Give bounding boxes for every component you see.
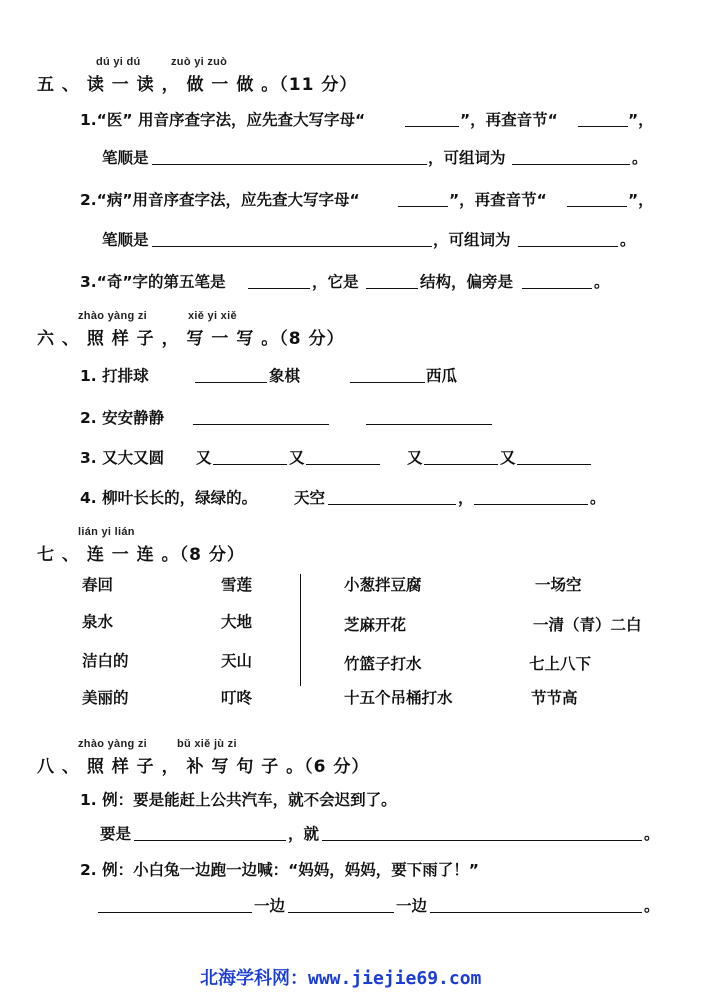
s8-q2-blank-2[interactable] (288, 912, 394, 913)
s6-q3-you-3: 又 (407, 449, 423, 467)
s5-q2-text-c: ”， (628, 191, 654, 209)
s6-q3-you-2: 又 (289, 449, 305, 467)
s6-q1-text-c: 西瓜 (426, 367, 458, 385)
s6-q1-blank-1[interactable] (195, 382, 267, 383)
s7-left-a-3[interactable]: 洁白的 (82, 652, 129, 670)
s8-q2-text-c: 。 (644, 897, 660, 915)
footer-url[interactable]: www.jiejie69.com (308, 968, 482, 989)
s7-right-a-2[interactable]: 芝麻开花 (344, 616, 407, 634)
s7-right-a-1[interactable]: 小葱拌豆腐 (344, 576, 422, 594)
s5-q1-blank-stroke[interactable] (152, 164, 427, 165)
pinyin-zuo-yi-zuo: zuò yi zuò (171, 56, 228, 68)
s8-q1-text-a: 要是 (100, 825, 132, 843)
s8-q2-text-b: 一边 (396, 897, 428, 915)
s5-q1-blank-word[interactable] (512, 164, 630, 165)
pinyin-lian-yi-lian: lián yi lián (78, 526, 135, 538)
s7-left-b-3[interactable]: 天山 (221, 652, 253, 670)
s5-q1-text-e: ，可组词为 (428, 149, 506, 167)
s8-q1-text-b: ，就 (288, 825, 320, 843)
s5-q2-text-b: ”，再查音节“ (449, 191, 547, 209)
s7-right-b-2[interactable]: 一清（青）二白 (533, 616, 642, 634)
s5-q2-blank-stroke[interactable] (152, 246, 432, 247)
s6-q3-blank-4[interactable] (517, 464, 591, 465)
s5-q1-text-d: 笔顺是 (102, 149, 149, 167)
s8-q1-blank-1[interactable] (134, 840, 286, 841)
s6-q2-blank-1[interactable] (193, 424, 329, 425)
s7-left-a-4[interactable]: 美丽的 (82, 689, 129, 707)
s5-q1-text-f: 。 (632, 149, 648, 167)
s5-q3-blank-structure[interactable] (366, 288, 418, 289)
s6-q1-text-b: 象棋 (269, 367, 301, 385)
s6-q3-blank-1[interactable] (213, 464, 287, 465)
pinyin-bu-xie-ju-zi: bǔ xiě jù zi (177, 738, 237, 750)
s7-left-b-1[interactable]: 雪莲 (221, 576, 253, 594)
s6-q1-text-a: 1. 打排球 (80, 367, 149, 385)
s5-q3-text-a: 3.“奇”字的第五笔是 (80, 273, 226, 291)
s8-q2-example: 2. 例：小白兔一边跑一边喊：“妈妈，妈妈，要下雨了！” (80, 861, 479, 879)
pinyin-zhao-yang-zi-2: zhào yàng zi (78, 738, 147, 750)
s5-q1-text-c: ”， (628, 111, 654, 129)
s6-q4-text-d: 。 (590, 489, 606, 507)
section-6-title: 六 、 照 样 子 ， 写 一 写 。（8 分） (37, 329, 345, 349)
section-5-title: 五 、 读 一 读 ， 做 一 做 。（11 分） (37, 75, 358, 95)
s6-q1-blank-2[interactable] (350, 382, 425, 383)
s6-q2-text-a: 2. 安安静静 (80, 409, 165, 427)
s6-q4-text-a: 4. 柳叶长长的，绿绿的。 (80, 489, 258, 507)
s7-left-a-1[interactable]: 春回 (82, 576, 114, 594)
s6-q4-blank-2[interactable] (474, 504, 588, 505)
pinyin-du-yi-du: dú yi dú (96, 56, 141, 68)
s5-q2-blank-syllable[interactable] (567, 206, 627, 207)
s5-q2-text-d: 笔顺是 (102, 231, 149, 249)
s6-q3-you-1: 又 (196, 449, 212, 467)
s6-q3-you-4: 又 (500, 449, 516, 467)
s6-q4-blank-1[interactable] (328, 504, 456, 505)
s5-q3-text-b: ，它是 (312, 273, 359, 291)
s6-q4-text-c: ， (458, 489, 474, 507)
s5-q2-text-f: 。 (620, 231, 636, 249)
s7-right-b-3[interactable]: 七上八下 (529, 655, 592, 673)
s8-q2-blank-3[interactable] (430, 912, 642, 913)
s5-q2-blank-letter[interactable] (398, 206, 448, 207)
footer-watermark (200, 964, 481, 990)
s6-q4-text-b: 天空 (294, 489, 326, 507)
s5-q1-text-b: ”，再查音节“ (460, 111, 558, 129)
s7-right-b-4[interactable]: 节节高 (531, 689, 578, 707)
footer-site-name: 北海学科网： (200, 968, 308, 989)
s8-q1-text-c: 。 (644, 825, 660, 843)
s5-q1-blank-letter[interactable] (405, 126, 459, 127)
s5-q3-blank-radical[interactable] (522, 288, 592, 289)
s7-right-a-3[interactable]: 竹篮子打水 (344, 655, 422, 673)
s8-q2-text-a: 一边 (254, 897, 286, 915)
s6-q3-blank-2[interactable] (306, 464, 380, 465)
pinyin-zhao-yang-zi: zhào yàng zi (78, 310, 147, 322)
s5-q1-blank-syllable[interactable] (578, 126, 628, 127)
s8-q2-blank-1[interactable] (98, 912, 252, 913)
s8-q1-example: 1. 例：要是能赶上公共汽车，就不会迟到了。 (80, 791, 397, 809)
s5-q3-text-c: 结构，偏旁是 (420, 273, 514, 291)
s5-q3-blank-stroke[interactable] (248, 288, 310, 289)
section-7-title: 七 、 连 一 连 。（8 分） (37, 545, 245, 565)
s6-q2-blank-2[interactable] (366, 424, 492, 425)
pinyin-xie-yi-xie: xiě yi xiě (188, 310, 237, 322)
s5-q2-text-a: 2.“病”用音序查字法，应先查大写字母“ (80, 191, 360, 209)
s6-q3-blank-3[interactable] (424, 464, 498, 465)
s5-q2-text-e: ，可组词为 (433, 231, 511, 249)
s7-left-b-2[interactable]: 大地 (221, 613, 253, 631)
s5-q1-text-a: 1.“医” 用音序查字法，应先查大写字母“ (80, 111, 366, 129)
s7-left-a-2[interactable]: 泉水 (82, 613, 114, 631)
s6-q3-text-a: 3. 又大又圆 (80, 449, 165, 467)
s7-left-b-4[interactable]: 叮咚 (221, 689, 253, 707)
s7-right-b-1[interactable]: 一场空 (535, 576, 582, 594)
s8-q1-blank-2[interactable] (322, 840, 642, 841)
s7-right-a-4[interactable]: 十五个吊桶打水 (344, 689, 453, 707)
section-8-title: 八 、 照 样 子 ， 补 写 句 子 。（6 分） (37, 757, 370, 777)
s5-q3-text-d: 。 (594, 273, 610, 291)
s5-q2-blank-word[interactable] (518, 246, 618, 247)
s7-column-divider (300, 574, 301, 686)
